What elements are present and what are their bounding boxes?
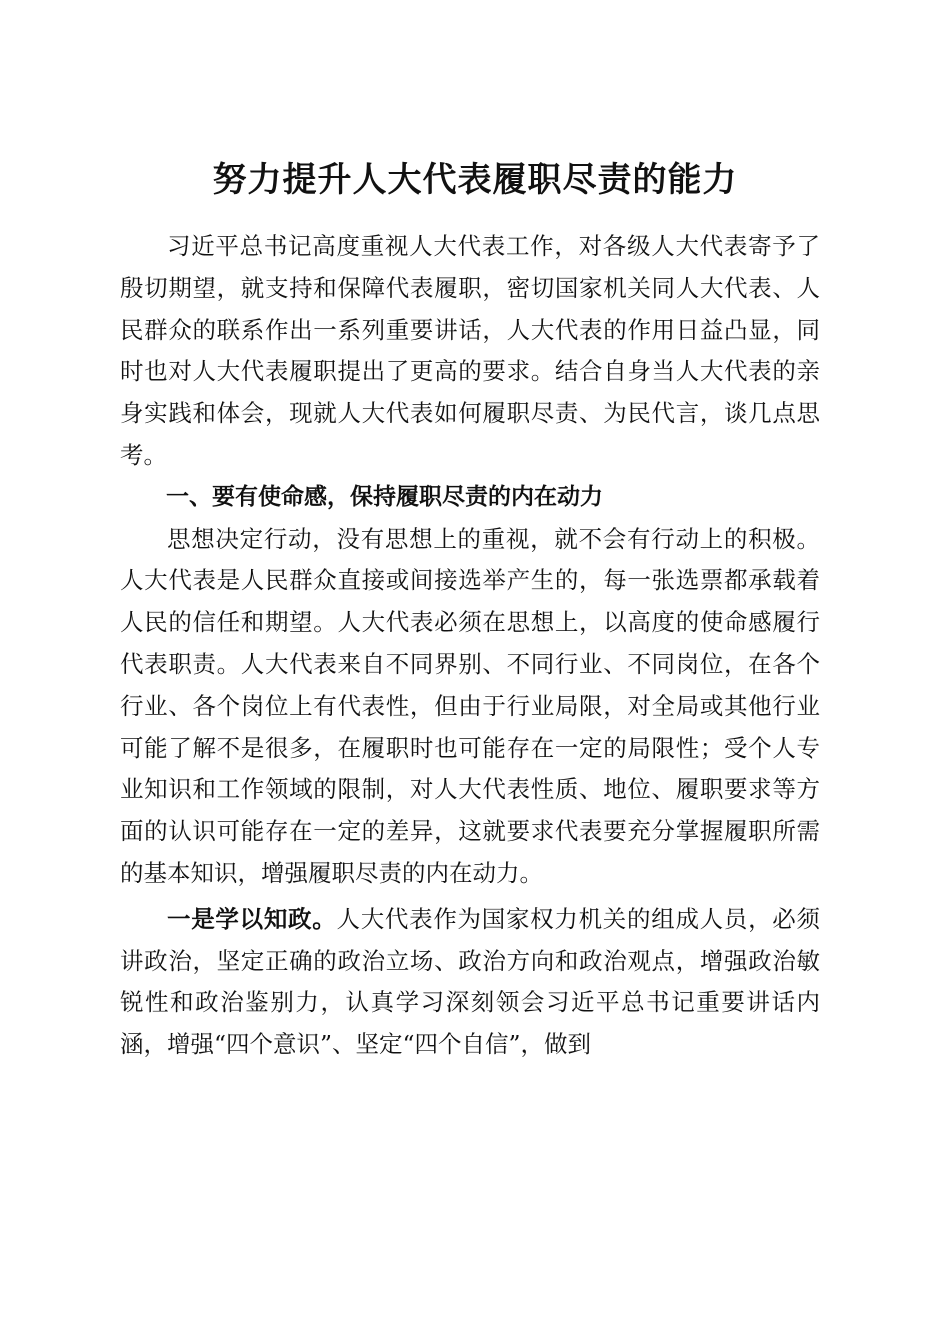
body-paragraph: 思想决定行动，没有思想上的重视，就不会有行动上的积极。人大代表是人民群众直接或间接选举产生的，每一张选票都承载着人民的信任和期望。人大代表必须在思想上，以高度的使命感履行代表职责。人大代表来自不同界别、不同行业、不同岗位，在各个行业、各个岗位上有代表性，但由于行业局限，对全局或其他行业可能了解不是很多，在履职时也可能存在一定的局限性；受个人专业知识和工作领域的限制，对人大代表性质、地位、履职要求等方面的认识可能存在一定的差异，这就要求代表要充分掌握履职所需的基本知识，增强履职尽责的内在动力。 xyxy=(120,524,820,887)
document-title: 努力提升人大代表履职尽责的能力 xyxy=(212,159,738,200)
document-body xyxy=(120,226,820,1066)
point-body-text: 人大代表作为国家权力机关的组成人员，必须讲政治，坚定正确的政治立场、政治方向和政治观点，增强政治敏锐性和政治鉴别力，认真学习深刻领会习近平总书记重要讲话内涵，增强“四个意识”、坚定“四个自信”，做到 xyxy=(120,904,821,1059)
section-heading: 一、要有使命感，保持履职尽责的内在动力 xyxy=(166,483,603,510)
intro-paragraph: 习近平总书记高度重视人大代表工作，对各级人大代表寄予了殷切期望，就支持和保障代表履职，密切国家机关同人大代表、人民群众的联系作出一系列重要讲话，人大代表的作用日益凸显，同时也对人大代表履职提出了更高的要求。结合自身当人大代表的亲身实践和体会，现就人大代表如何履职尽责、为民代言，谈几点思考。 xyxy=(120,232,820,469)
point-lead-text: 一是学以知政。 xyxy=(167,904,337,933)
body-paragraph-point-one xyxy=(120,899,820,1066)
